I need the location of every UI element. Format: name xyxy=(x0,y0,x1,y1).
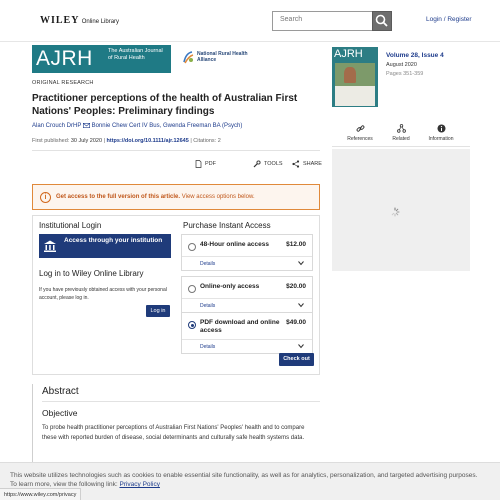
search-icon xyxy=(373,12,391,30)
first-published-date: 30 July 2020 xyxy=(70,138,103,144)
article-title: Practitioner perceptions of the health of Australian First Nations' Peoples: Preliminary findings xyxy=(32,93,298,117)
article-meta: First published: 30 July 2020 | https://doi.org/10.1111/ajr.12645 | Citations: 2 xyxy=(32,138,221,144)
option-price: $20.00 xyxy=(286,283,306,290)
tools-button[interactable] xyxy=(253,160,283,168)
details-label: Details xyxy=(200,303,216,309)
tab-references-label: References xyxy=(347,136,373,142)
wrench-icon xyxy=(253,160,261,168)
cookie-text-2 xyxy=(10,481,160,488)
cookie-prefix: To learn more, view the following link: xyxy=(10,481,118,488)
abstract-heading: Abstract xyxy=(42,386,79,397)
pdf-icon xyxy=(195,160,202,168)
issue-pages: Pages 351-359 xyxy=(386,71,424,77)
privacy-policy-link[interactable]: Privacy Policy xyxy=(119,481,160,488)
link-icon xyxy=(356,124,365,133)
status-bar-url: https://www.wiley.com/privacy xyxy=(0,488,81,500)
abstract-body: To probe health practitioner perceptions of Australian First Nations' Peoples' health and to compare these with reported burden of disease, social determinants and culturally safe health systems data. xyxy=(42,425,305,441)
tools-label: TOOLS xyxy=(264,161,283,167)
divider xyxy=(32,150,320,151)
access-options-panel xyxy=(32,215,320,375)
tab-information[interactable] xyxy=(419,124,463,142)
objective-heading: Objective xyxy=(42,408,78,418)
wol-login-heading: Log in to Wiley Online Library xyxy=(39,269,144,278)
purchase-heading: Purchase Instant Access xyxy=(183,221,271,230)
related-icon xyxy=(397,124,406,133)
partner-logo[interactable] xyxy=(181,47,251,71)
share-button[interactable] xyxy=(292,160,322,168)
logo-brand: WILEY xyxy=(40,15,80,26)
institutional-login-heading: Institutional Login xyxy=(39,221,102,230)
author-list xyxy=(32,123,242,129)
access-alert-text xyxy=(56,194,255,200)
login-register-link[interactable]: Login / Register xyxy=(426,16,472,23)
option-name: 48-Hour online access xyxy=(200,241,269,248)
first-published-label: First published: xyxy=(32,138,70,144)
tab-information-label: Information xyxy=(428,136,454,142)
chevron-down-icon xyxy=(298,343,304,349)
journal-full-name: The Australian Journal of Rural Health xyxy=(108,48,163,61)
top-bar xyxy=(0,0,500,42)
tabs-divider xyxy=(332,146,470,147)
journal-cover[interactable] xyxy=(332,47,378,107)
chevron-down-icon xyxy=(298,302,304,308)
abstract-rule xyxy=(32,384,33,466)
access-alert-strong: Get access to the full version of this article. xyxy=(56,194,181,200)
citations-count[interactable]: Citations: 2 xyxy=(193,138,221,144)
details-label: Details xyxy=(200,344,216,350)
share-icon xyxy=(292,160,300,168)
partner-mark-icon xyxy=(183,51,194,64)
institution-icon xyxy=(43,239,57,253)
pdf-button[interactable] xyxy=(195,160,216,168)
purchase-option[interactable] xyxy=(181,276,313,313)
purchase-option-selected[interactable] xyxy=(181,312,313,354)
partner-name: National Rural Health Alliance xyxy=(197,51,248,63)
tab-references[interactable] xyxy=(338,124,382,142)
journal-acronym: AJRH xyxy=(36,47,93,70)
author-link-others[interactable]: Bonnie Chew Cert IV Bus, Gwenda Freeman BA (Psych) xyxy=(91,123,243,130)
journal-banner[interactable] xyxy=(32,45,171,73)
email-icon[interactable] xyxy=(83,123,90,128)
institution-access-button[interactable] xyxy=(39,234,171,258)
volume-issue-link[interactable]: Volume 28, Issue 4 xyxy=(386,52,444,59)
purchase-option[interactable] xyxy=(181,234,313,271)
option-price: $49.00 xyxy=(286,319,306,326)
article-kicker: ORIGINAL RESEARCH xyxy=(32,80,94,86)
option-details-toggle[interactable] xyxy=(182,256,312,270)
tab-related-label: Related xyxy=(392,136,410,142)
access-alert-link[interactable]: View access options below. xyxy=(181,194,255,200)
search-placeholder: Search xyxy=(280,16,303,23)
log-in-button[interactable]: Log in xyxy=(146,305,170,317)
info-icon: i xyxy=(40,192,51,203)
logo-sub: Online Library xyxy=(81,19,120,25)
doi-link[interactable]: https://doi.org/10.1111/ajr.12645 xyxy=(106,138,189,144)
author-link[interactable]: Alan Crouch DrHP xyxy=(32,123,82,130)
cover-panel xyxy=(335,86,375,106)
institution-access-label: Access through your institution xyxy=(64,237,163,244)
option-details-toggle[interactable] xyxy=(182,339,312,353)
share-label: SHARE xyxy=(303,161,322,167)
radio-button[interactable] xyxy=(188,285,196,293)
search-button[interactable] xyxy=(372,11,392,31)
search-input[interactable] xyxy=(272,11,392,31)
option-details-toggle[interactable] xyxy=(182,298,312,312)
divider xyxy=(42,401,320,402)
wiley-logo[interactable] xyxy=(40,15,119,26)
checkout-button[interactable]: Check out xyxy=(279,353,314,366)
issue-date: August 2020 xyxy=(386,62,417,68)
cookie-text: This website utilizes technologies such as cookies to enable essential site functionality, as well as for analytics, personalization, and targeted advertising purposes. xyxy=(10,472,478,479)
info-circle-icon xyxy=(437,124,446,133)
access-alert xyxy=(32,184,320,210)
option-name: PDF download and online access xyxy=(200,319,280,334)
tab-related[interactable] xyxy=(379,124,423,142)
pdf-label: PDF xyxy=(205,161,216,167)
cover-acronym: AJRH xyxy=(334,48,363,60)
details-label: Details xyxy=(200,261,216,267)
wol-login-text: If you have previously obtained access with your personal account, please log in. xyxy=(39,287,167,301)
option-name: Online-only access xyxy=(200,283,260,290)
radio-button-selected[interactable] xyxy=(188,321,196,329)
chevron-down-icon xyxy=(298,260,304,266)
option-price: $12.00 xyxy=(286,241,306,248)
sidebar-content-panel xyxy=(332,149,470,271)
radio-button[interactable] xyxy=(188,243,196,251)
cover-photo-figure xyxy=(344,67,356,83)
loading-spinner-icon xyxy=(390,207,400,217)
